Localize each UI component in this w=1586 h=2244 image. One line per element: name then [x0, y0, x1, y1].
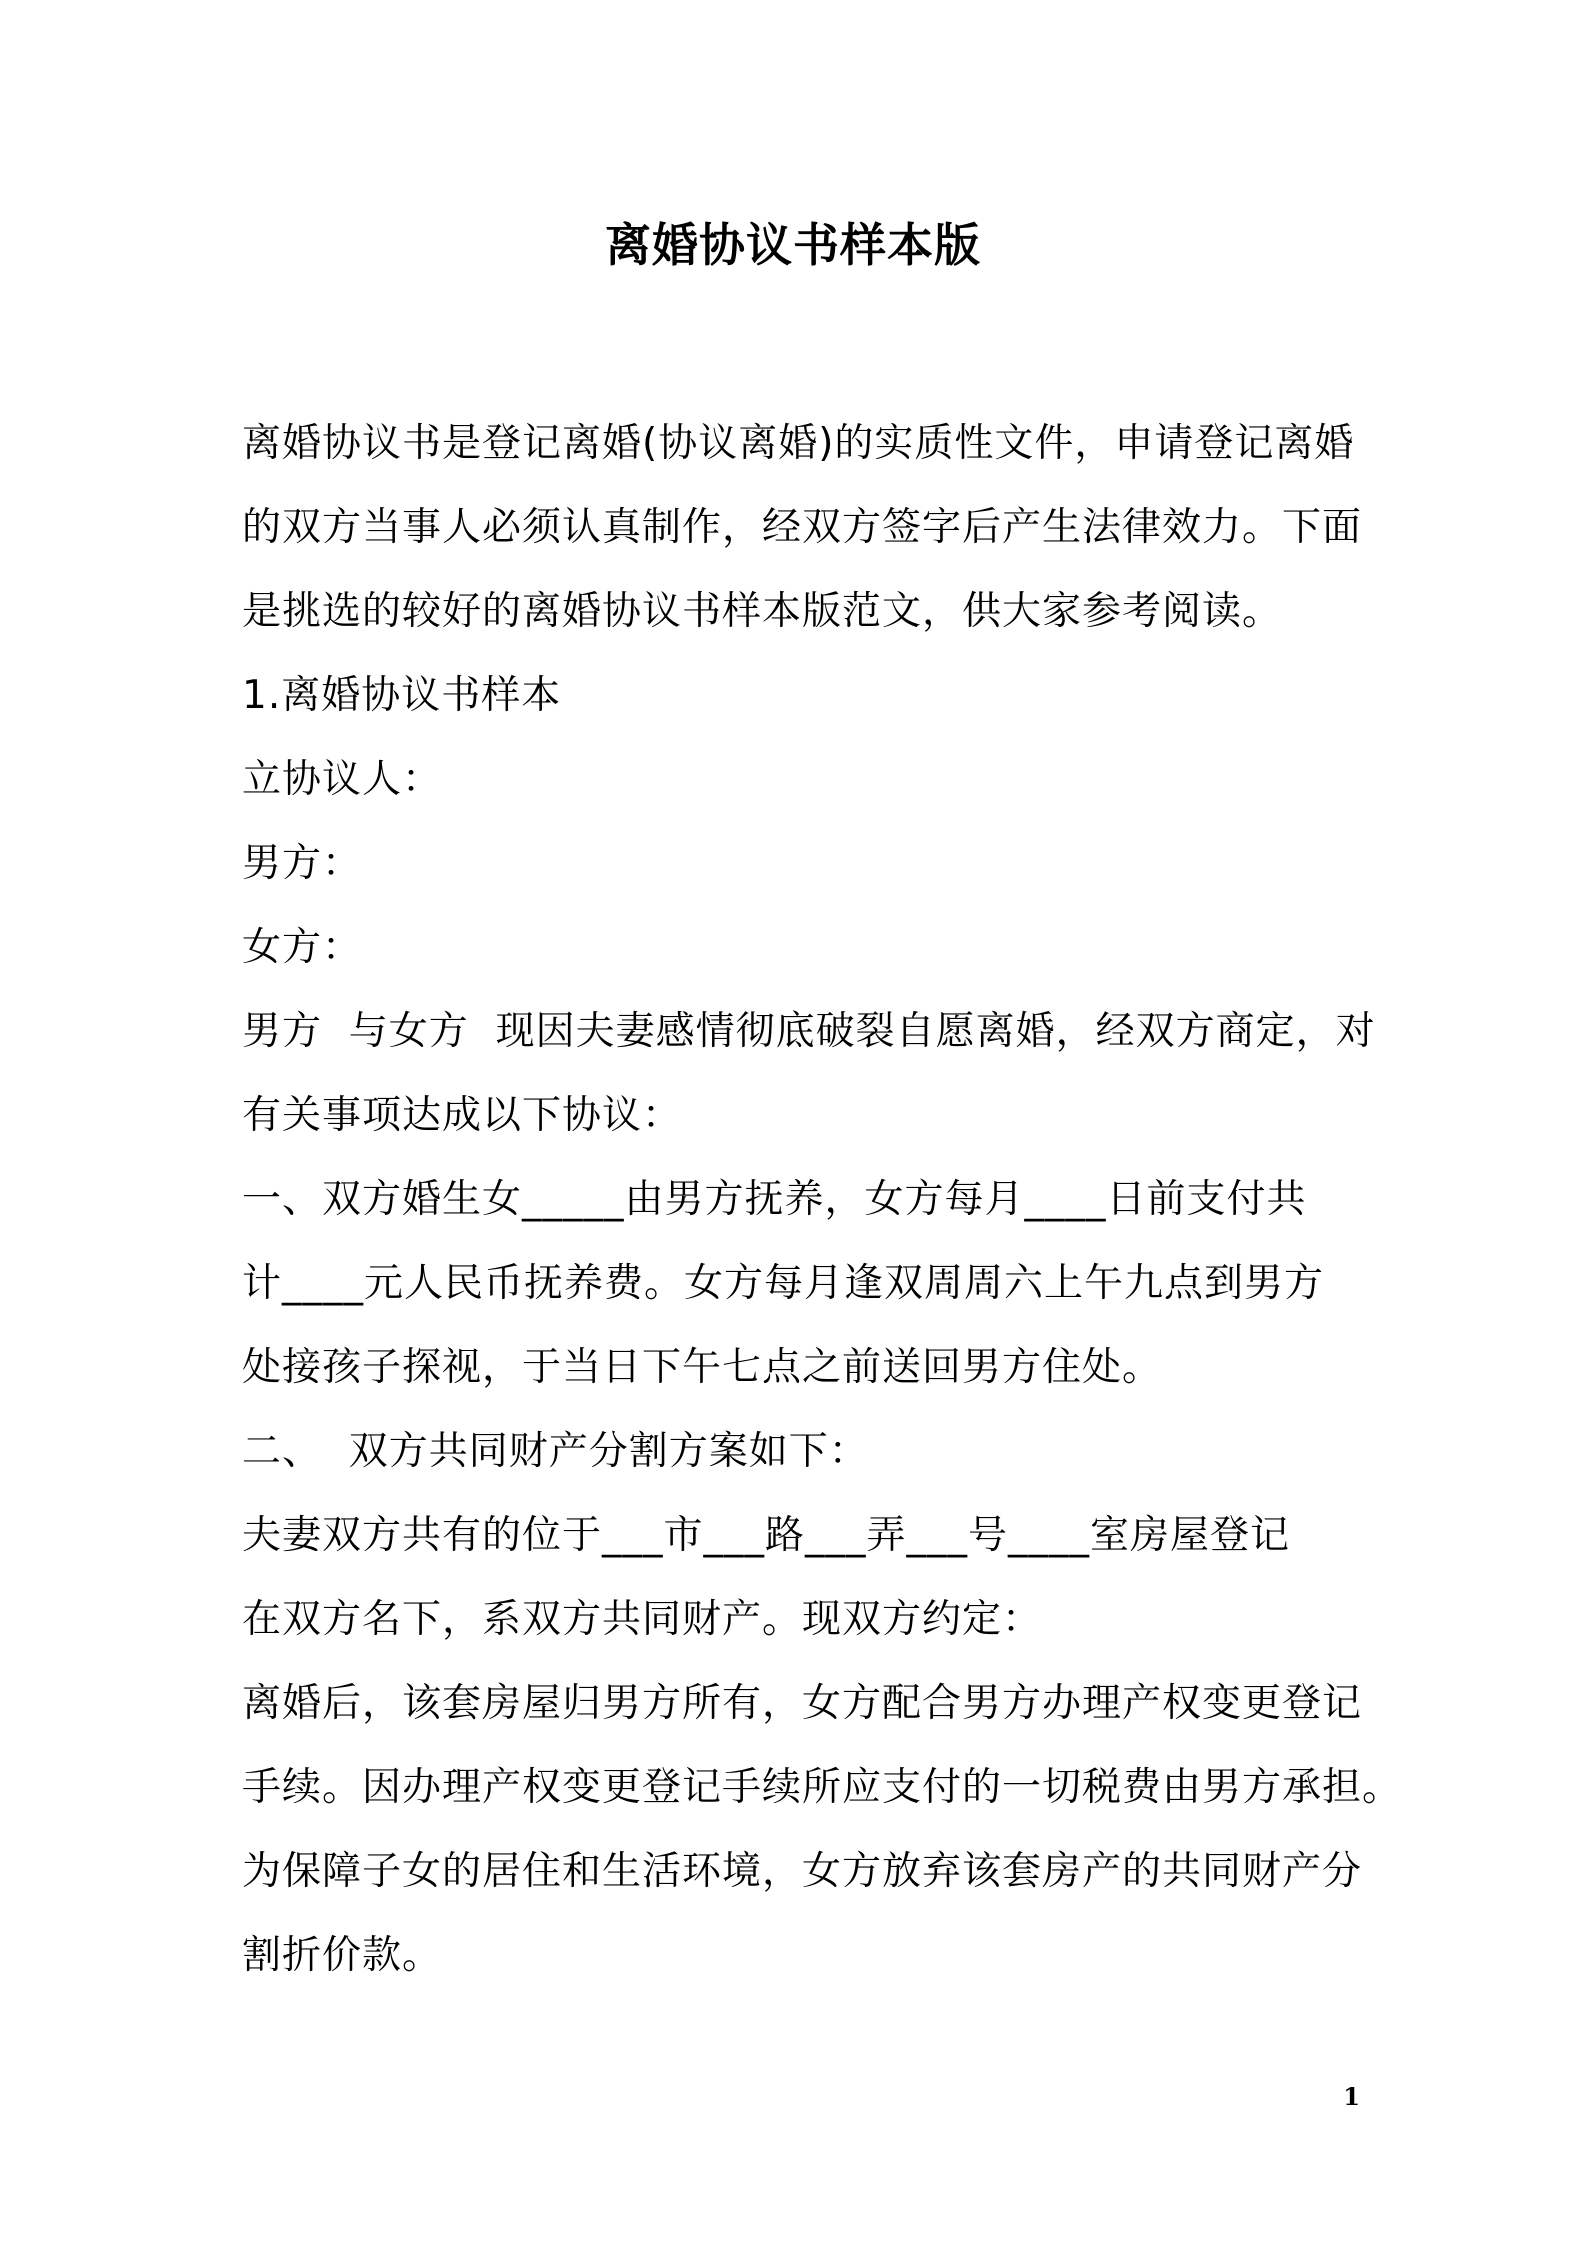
body-line: 计____元人民币抚养费。女方每月逢双周周六上午九点到男方: [242, 1261, 1325, 1306]
body-line: 为保障子女的居住和生活环境，女方放弃该套房产的共同财产分: [242, 1849, 1363, 1894]
body-line: 男方 与女方 现因夫妻感情彻底破裂自愿离婚，经双方商定，对: [242, 1009, 1376, 1054]
document-body: [242, 402, 1403, 1998]
body-line: 离婚后，该套房屋归男方所有，女方配合男方办理产权变更登记: [242, 1681, 1363, 1726]
body-line: 离婚协议书是登记离婚(协议离婚)的实质性文件，申请登记离婚: [242, 421, 1355, 466]
document-title: 离婚协议书样本版: [605, 218, 981, 272]
body-line: 夫妻双方共有的位于___市___路___弄___号____室房屋登记: [242, 1513, 1291, 1558]
body-line: 男方：: [242, 841, 363, 886]
body-line: 处接孩子探视，于当日下午七点之前送回男方住处。: [242, 1345, 1163, 1390]
body-line: 手续。因办理产权变更登记手续所应支付的一切税费由男方承担。: [242, 1765, 1403, 1810]
body-line: 割折价款。: [242, 1933, 443, 1978]
page-number: 1: [1343, 2082, 1360, 2111]
body-line: 的双方当事人必须认真制作，经双方签字后产生法律效力。下面: [242, 505, 1363, 550]
body-line: 女方：: [242, 925, 363, 970]
body-line: 是挑选的较好的离婚协议书样本版范文，供大家参考阅读。: [242, 589, 1283, 634]
body-line: 有关事项达成以下协议：: [242, 1093, 683, 1138]
section-heading: 1.离婚协议书样本: [242, 673, 562, 718]
body-line: 立协议人：: [242, 757, 443, 802]
body-line: 二、 双方共同财产分割方案如下：: [242, 1429, 869, 1474]
body-line: 一、双方婚生女_____由男方抚养，女方每月____日前支付共: [242, 1177, 1307, 1222]
body-line: 在双方名下，系双方共同财产。现双方约定：: [242, 1597, 1043, 1642]
